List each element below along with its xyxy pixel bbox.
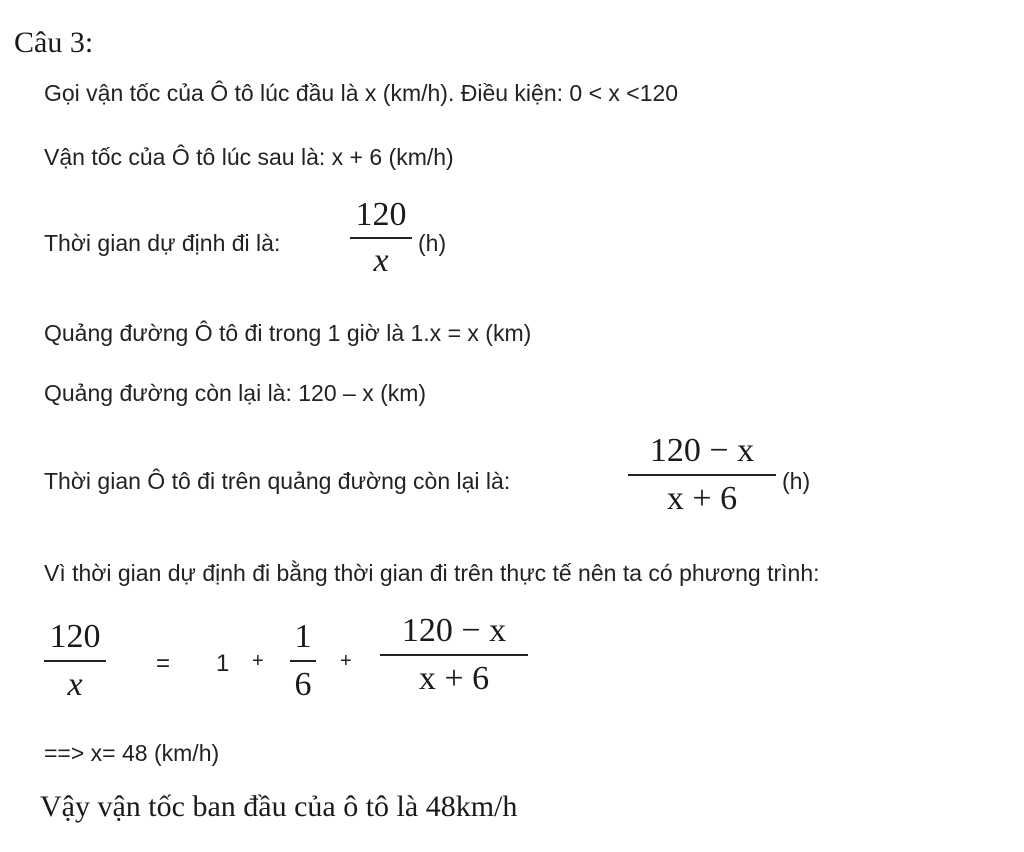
line-solution: ==> x= 48 (km/h) [44, 740, 220, 766]
line-later-speed: Vận tốc của Ô tô lúc sau là: x + 6 (km/h) [44, 144, 454, 170]
fraction-numerator: 120 − x [401, 612, 507, 649]
fraction-bar [350, 237, 412, 239]
fraction-bar [380, 654, 528, 656]
unit-hours: (h) [418, 230, 447, 256]
plus-sign: + [340, 650, 352, 672]
equation-right-fraction [380, 614, 528, 696]
fraction-numerator [628, 434, 776, 468]
fraction-numerator: 120 [49, 618, 101, 655]
line-remaining-time: Thời gian Ô tô đi trên quảng đường còn lại là: [44, 468, 511, 494]
plus-sign: + [252, 650, 264, 672]
fraction-numerator: 1 [294, 618, 312, 655]
line-equation-intro: Vì thời gian dự định đi bằng thời gian đi trên thực tế nên ta có phương trình: [44, 560, 820, 586]
fraction-bar [290, 660, 316, 662]
fraction-denominator: x + 6 [418, 660, 490, 697]
equals-sign: = [156, 650, 171, 677]
line-distance-first-hour: Quảng đường Ô tô đi trong 1 giờ là 1.x = x (km) [44, 320, 532, 346]
line-remaining-distance: Quảng đường còn lại là: 120 – x (km) [44, 380, 427, 406]
fraction-denominator: x + 6 [666, 480, 738, 517]
fraction-numerator: 120 [355, 196, 407, 233]
fraction-bar [44, 660, 106, 662]
fraction-remaining-time [628, 434, 776, 516]
equation-one: 1 [216, 650, 230, 677]
fraction-denominator: x [67, 666, 83, 703]
fraction-planned-time [350, 198, 412, 278]
conclusion: Vậy vận tốc ban đầu của ô tô là 48km/h [40, 790, 518, 823]
fraction-bar [628, 474, 776, 476]
fraction-denominator: 6 [294, 666, 312, 703]
equation-left-fraction [44, 620, 106, 702]
fraction-denominator: x [373, 242, 389, 279]
fraction-numerator-text: 120 − x [649, 432, 755, 469]
equation-middle-fraction [290, 620, 316, 702]
question-title: Câu 3: [14, 26, 94, 59]
line-variable-definition: Gọi vận tốc của Ô tô lúc đầu là x (km/h). Điều kiện: 0 < x <120 [44, 80, 679, 106]
line-planned-time: Thời gian dự định đi là: [44, 230, 281, 256]
unit-hours: (h) [782, 468, 811, 494]
